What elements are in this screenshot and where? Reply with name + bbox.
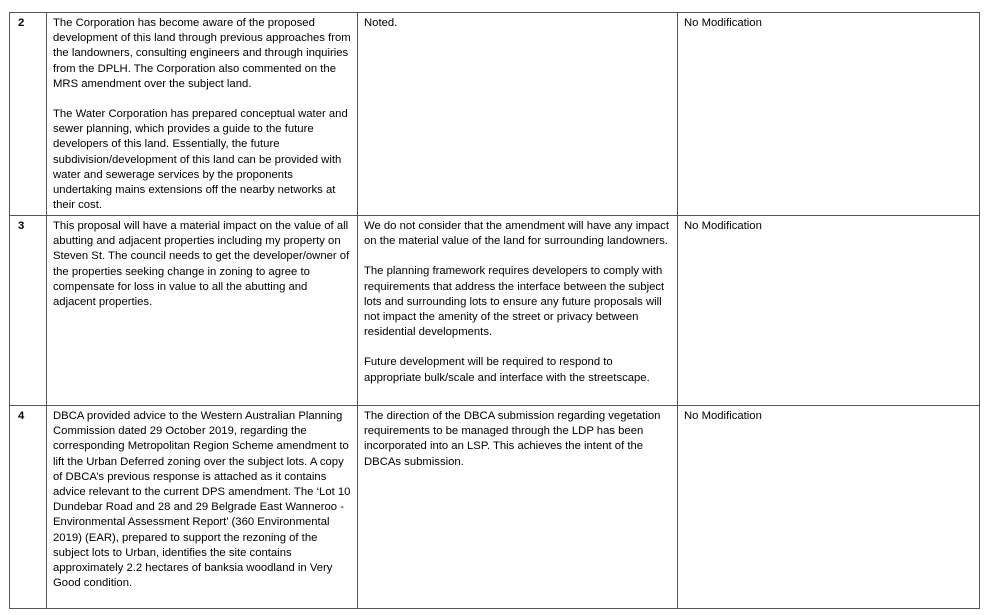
response-paragraph: Future development will be required to respond to appropriate bulk/scale and interface with the streetscape. <box>364 356 650 384</box>
response-paragraph: We do not consider that the amendment will have any impact on the material value of the land for surrounding landowners. <box>364 220 669 248</box>
recommendation-cell: No Modification <box>678 13 980 216</box>
submission-paragraph: This proposal will have a material impact on the value of all abutting and adjacent properties including my property on Steven St. The council needs to get the developer/owner of the properties seeking change in zoning to agree to compensate for loss in value to all the abutting and adjacent properties. <box>53 220 350 309</box>
response-cell <box>358 406 678 609</box>
response-cell <box>358 13 678 216</box>
table-row <box>10 216 980 406</box>
submission-cell <box>47 216 358 406</box>
table-row <box>10 13 980 216</box>
response-cell <box>358 216 678 406</box>
response-paragraph: The planning framework requires developers to comply with requirements that address the interface between the subject lots and surrounding lots to ensure any future proposals will not impact the amenity of the street or privacy between residential developments. <box>364 265 665 339</box>
submission-cell <box>47 13 358 216</box>
submission-cell <box>47 406 358 609</box>
submission-paragraph: The Corporation has become aware of the proposed development of this land through previous approaches from the landowners, consulting engineers and through inquiries from the DPLH. The Corporation also commented on the MRS amendment over the subject land. <box>53 17 351 90</box>
table-row <box>10 406 980 609</box>
row-number: 2 <box>10 13 47 216</box>
submission-paragraph: DBCA provided advice to the Western Australian Planning Commission dated 29 October 2019, regarding the corresponding Metropolitan Region Scheme amendment to lift the Urban Deferred zoning over the subject lots. A copy of DBCA’s previous response is attached as it contains advice relevant to the current DPS amendment. The ‘Lot 10 Dundebar Road and 28 and 29 Belgrade East Wanneroo - Environmental Assessment Report’ (360 Environmental 2019) (EAR), prepared to support the rezoning of the subject lots to Urban, identifies the site contains approximately 2.2 hectares of banksia woodland in Very Good condition. <box>53 410 351 590</box>
submission-paragraph: The Water Corporation has prepared conceptual water and sewer planning, which provides a guide to the future developers of this land. Essentially, the future subdivision/development of this land can be provided with water and sewerage services by the proponents undertaking mains extensions off the nearby networks at their cost. <box>53 108 348 212</box>
recommendation-cell: No Modification <box>678 406 980 609</box>
row-number: 3 <box>10 216 47 406</box>
recommendation-cell: No Modification <box>678 216 980 406</box>
response-paragraph: The direction of the DBCA submission regarding vegetation requirements to be managed through the LDP has been incorporated into an LSP. This achieves the intent of the DBCAs submission. <box>364 410 661 468</box>
row-number: 4 <box>10 406 47 609</box>
submissions-table <box>9 12 980 609</box>
response-paragraph: Noted. <box>364 17 398 29</box>
